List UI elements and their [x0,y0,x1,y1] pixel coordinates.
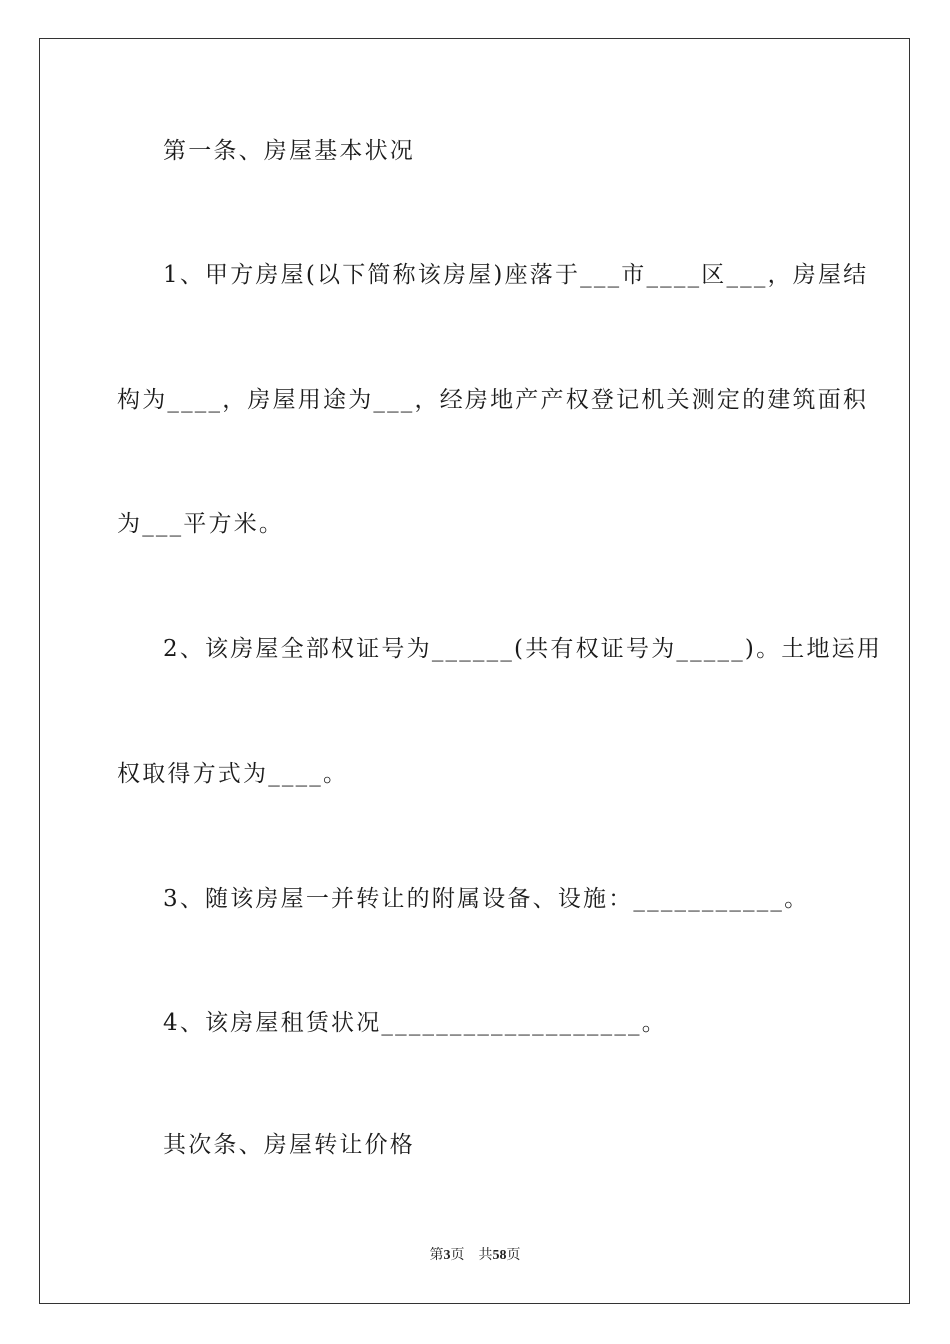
total-pages: 58 [492,1248,507,1263]
paragraph-1-line-2: 构为____，房屋用途为___，经房地产产权登记机关测定的建筑面积 [117,387,869,413]
paragraph-1-line-3: 为___平方米。 [117,511,285,537]
paragraph-2-line-1: 2、该房屋全部权证号为______(共有权证号为_____)。土地运用 [163,636,883,662]
paragraph-2-line-2: 权取得方式为____。 [117,761,349,787]
total-suffix: 页 [506,1248,521,1263]
total-prefix: 共 [478,1248,493,1263]
page-border [39,38,910,1304]
page-number: 3 [443,1248,451,1263]
page-footer [0,1247,950,1265]
paragraph-3: 3、随该房屋一并转让的附属设备、设施：___________。 [163,886,810,912]
section-heading-1: 第一条、房屋基本状况 [163,138,415,164]
page-prefix: 第 [429,1248,444,1263]
paragraph-4: 4、该房屋租赁状况___________________。 [163,1010,667,1036]
page-suffix: 页 [450,1248,465,1263]
section-heading-2: 其次条、房屋转让价格 [163,1132,415,1158]
paragraph-1-line-1: 1、甲方房屋(以下简称该房屋)座落于___市____区___，房屋结 [163,262,869,288]
